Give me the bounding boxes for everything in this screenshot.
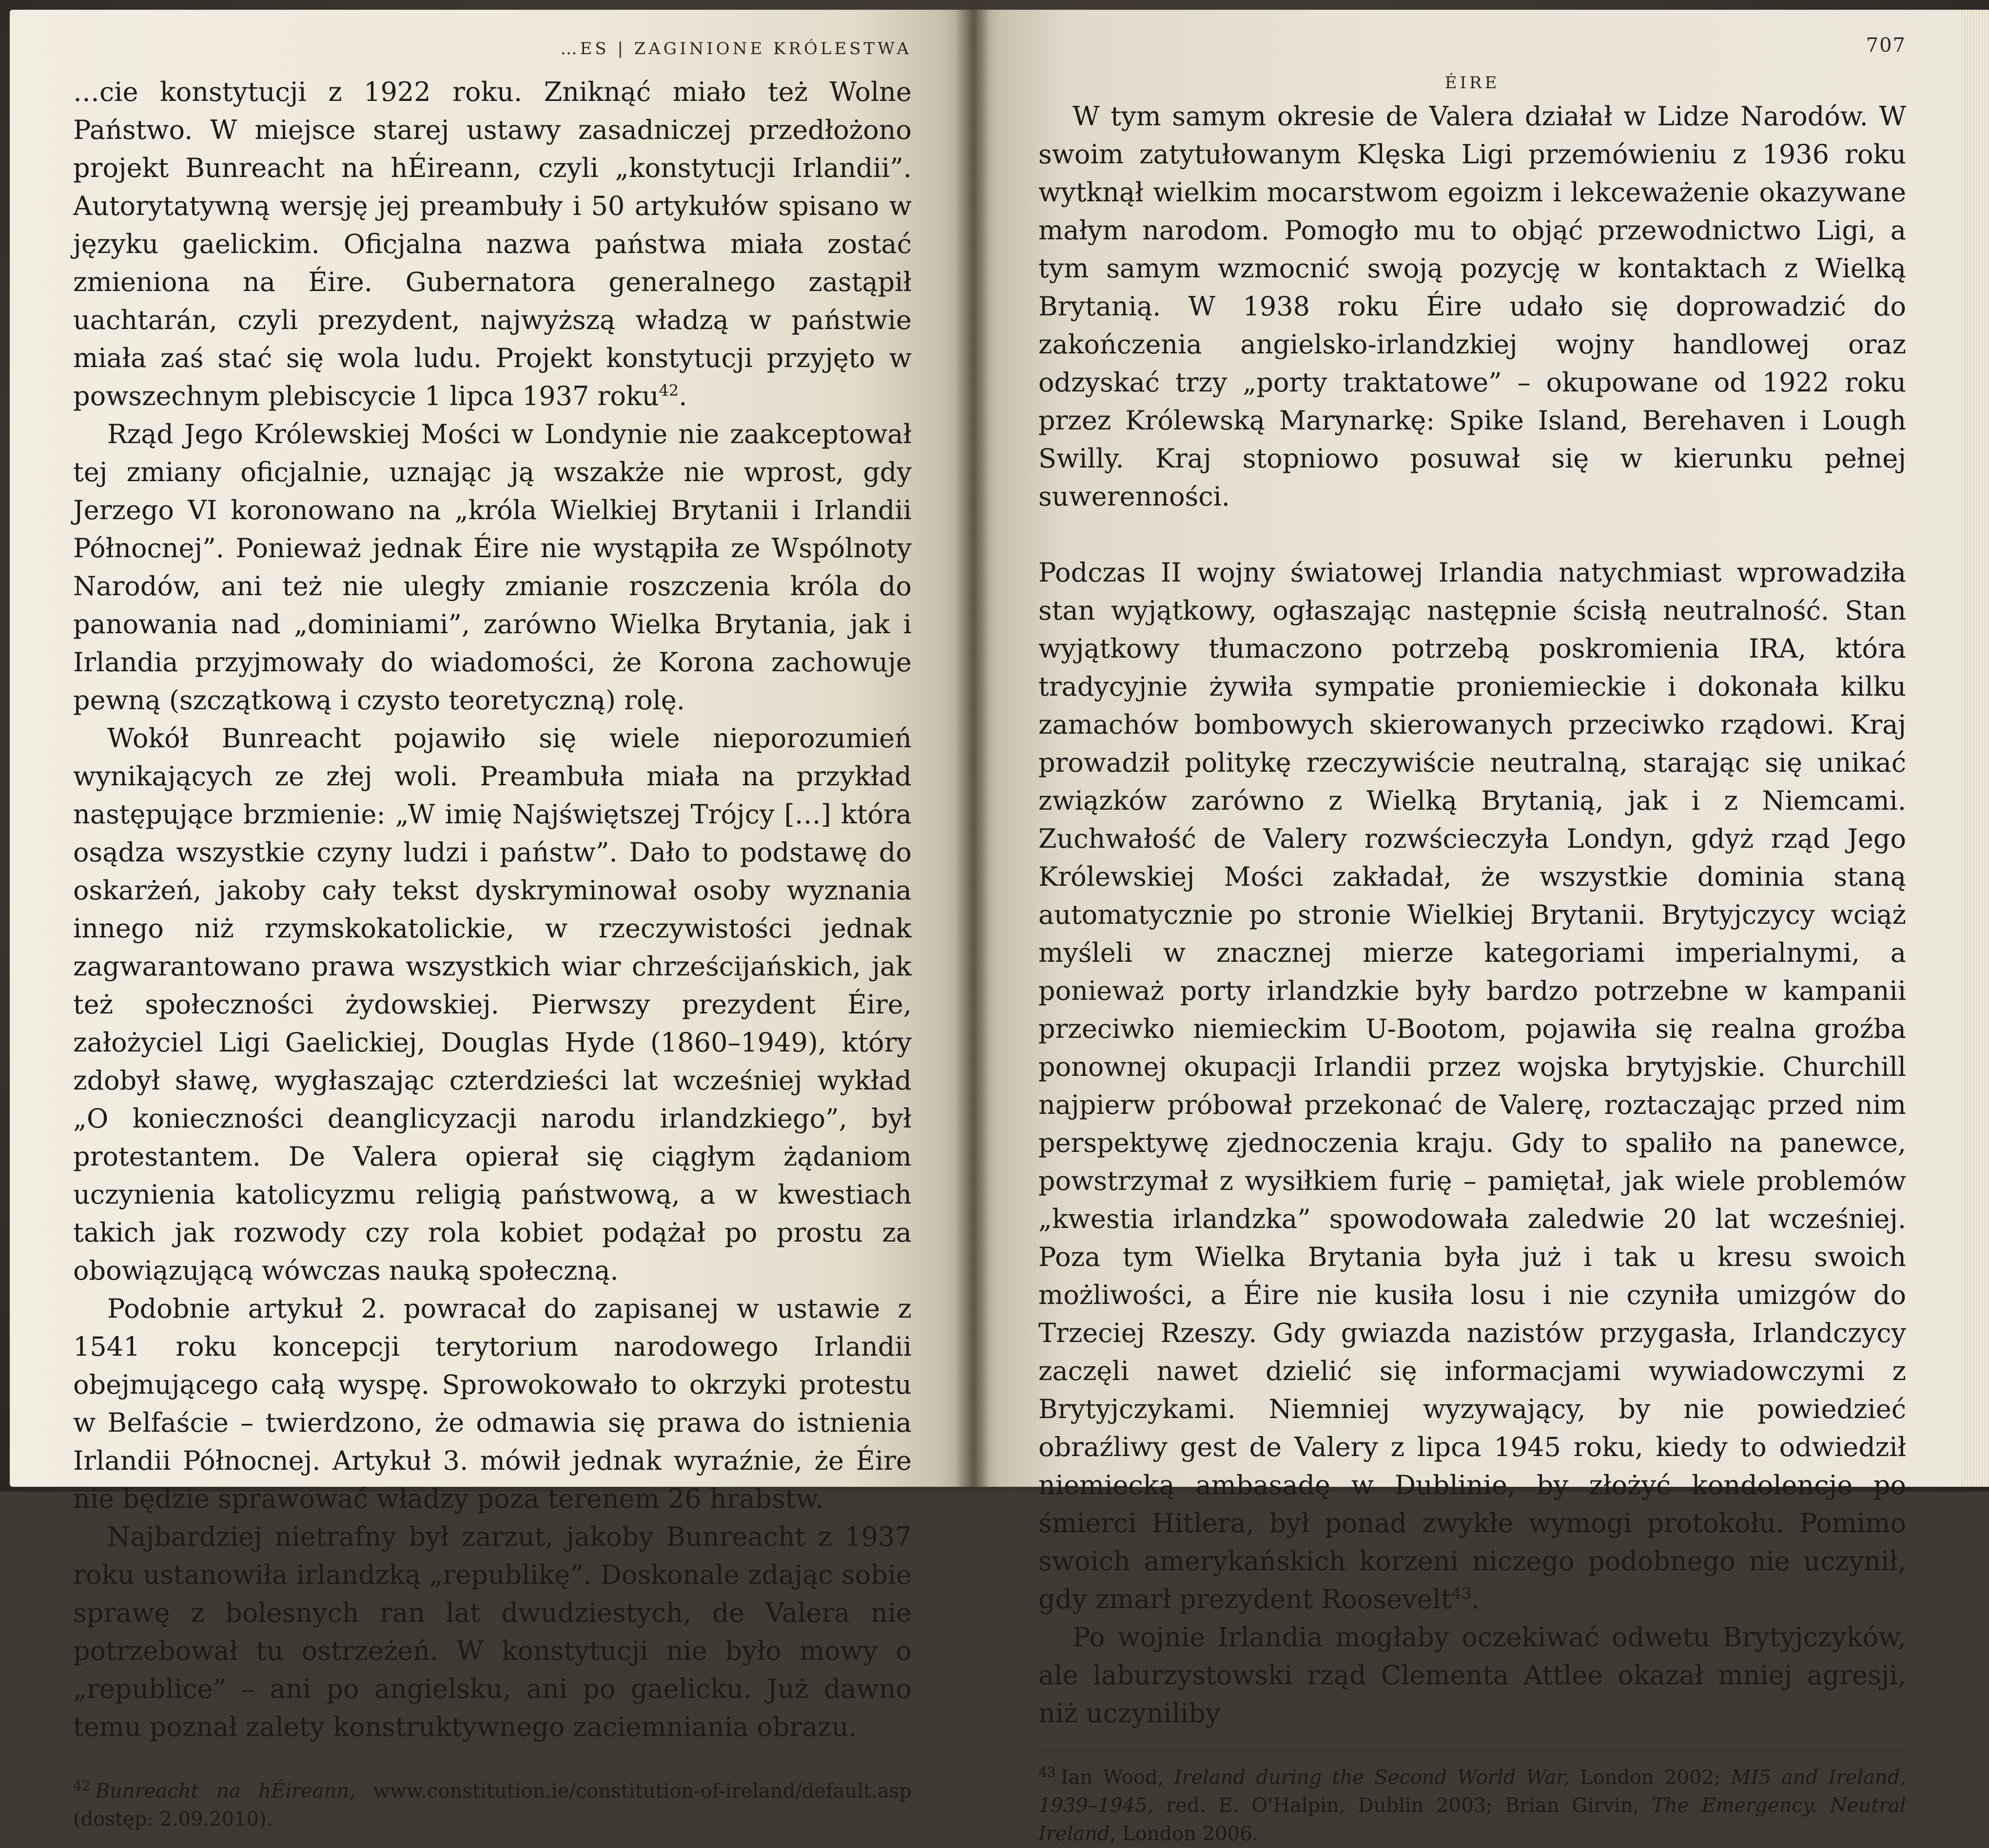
right-page (970, 10, 1965, 1846)
left-paragraph-3: Wokół Bunreacht pojawiło się wiele nieporozumień wynikających ze złej woli. Preambuła miała na przykład następujące brzmienie: „W imię Najświętszej Trójcy […] która osądza wszystkie czyny ludzi i państw”. Dało to podstawę do oskarżeń, jakoby cały tekst dyskryminował osoby wyznania innego niż rzymskokatolickie, w rzeczywistości jednak zagwarantowano prawa wszystkich wiar chrześcijańskich, jak też społeczności żydowskiej. Pierwszy prezydent Éire, założyciel Ligi Gaelickiej, Douglas Hyde (1860–1949), który zdobył sławę, wygłaszając czterdzieści lat wcześniej wykład „O konieczności deanglicyzacji narodu irlandzkiego”, był protestantem. De Valera opierał się ciągłym żądaniom uczynienia katolicyzmu religią państwową, a w kwestiach takich jak rozwody czy rola kobiet podążał po prostu za obowiązującą wówczas nauką społeczną. (73, 723, 912, 1286)
footnote-ref-43[interactable]: 43 (1451, 1584, 1472, 1603)
right-page-body (1038, 97, 1906, 1732)
right-running-head-title: ÉIRE (1444, 73, 1500, 93)
left-footnote-rule (73, 1764, 912, 1765)
right-running-head (1038, 34, 1906, 93)
left-paragraph-5: Najbardziej nietrafny był zarzut, jakoby Bunreacht z 1937 roku ustanowiła irlandzką „republikę”. Doskonale zdając sobie sprawę z bolesnych ran lat dwudziestych, de Valera nie potrzebował tu ostrzeżeń. W konstytucji nie było mowy o „republice” – ani po angielsku, ani po gaelicku. Już dawno temu poznał zalety konstruktywnego zaciemniania obrazu. (73, 1521, 912, 1742)
left-page (10, 10, 970, 1831)
footnote-42-title: Bunreacht na hÉireann, (95, 1780, 355, 1803)
right-paragraph-2: Podczas II wojny światowej Irlandia natychmiast wprowadziła stan wyjątkowy, ogłaszając następnie ścisłą neutralność. Stan wyjątkowy tłumaczono potrzebą poskromienia IRA, która tradycyjnie żywiła sympatie proniemieckie i dokonała kilku zamachów bombowych skierowanych przeciwko rządowi. Kraj prowadził politykę rzeczywiście neutralną, starając się unikać związków zarówno z Wielką Brytanią, jak i z Niemcami. Zuchwałość de Valery rozwścieczyła Londyn, gdyż rząd Jego Królewskiej Mości zakładał, że wszystkie dominia staną automatycznie po stronie Wielkiej Brytanii. Brytyjczycy wciąż myśleli w znacznej mierze kategoriami imperialnymi, a ponieważ porty irlandzkie były bardzo potrzebne w kampanii przeciwko niemieckim U-Bootom, pojawiła się realna groźba ponownej okupacji Irlandii przez wojska brytyjskie. Churchill najpierw próbował przekonać de Valerę, roztaczając przed nim perspektywę zjednoczenia kraju. Gdy to spaliło na panewce, powstrzymał z wysiłkiem furię – pamiętał, jak wiele problemów „kwestia irlandzka” spowodowała zaledwie 20 lat wcześniej. Poza tym Wielka Brytania była już i tak u kresu swoich możliwości, a Éire nie kusiła losu i nie czyniła umizgów do Trzeciej Rzeszy. Gdy gwiazda nazistów przygasła, Irlandczycy zaczęli nawet dzielić się informacjami wywiadowczymi z Brytyjczykami. Niemniej wyzywający, by nie powiedzieć obraźliwy gest de Valery z lipca 1945 roku, kiedy to odwiedził niemiecką ambasadę w Dublinie, by złożyć kondolencje po śmierci Hitlera, był ponad zwykłe wymogi protokołu. Pomimo swoich amerykańskich korzeni niczego podobnego nie uczynił, gdy zmarł prezydent Roosevelt$^{43}$. (1038, 557, 1906, 1615)
book-spine-shadow (956, 0, 990, 1492)
footnote-ref-42[interactable]: 42 (659, 381, 679, 400)
left-running-head-title: …ES | ZAGINIONE KRÓLESTWA (560, 39, 912, 58)
footnote-43: $^{43}$ Ian Wood, Ireland during the Second World War, London 2002; MI5 and Ireland, 1939–1945, red. E. O'Halpin, Dublin 2003; Brian Girvin, The Emergency. Neutral Ireland, London 2006. (1038, 1764, 1906, 1846)
right-paragraph-1: W tym samym okresie de Valera działał w Lidze Narodów. W swoim zatytułowanym Klęska Ligi przemówieniu z 1936 roku wytknął wielkim mocarstwom egoizm i lekceważenie okazywane małym narodom. Pomogło mu to objąć przewodnictwo Ligi, a tym samym wzmocnić swoją pozycję w kontaktach z Wielką Brytanią. W 1938 roku Éire udało się doprowadzić do zakończenia angielsko-irlandzkiej wojny handlowej oraz odzyskać trzy „porty traktatowe” – okupowane od 1922 roku przez Królewską Marynarkę: Spike Island, Berehaven i Lough Swilly. Kraj stopniowo posuwał się w kierunku pełnej suwerenności. (1038, 101, 1906, 512)
left-page-body (73, 73, 912, 1746)
page-stack-edge (1960, 10, 1989, 1487)
right-footnote-rule (1038, 1750, 1906, 1751)
footnote-42-text: www.constitution.ie/constitution-of-ireland/default.asp (dostęp: 2.09.2010). (73, 1780, 912, 1831)
page-number: 707 (1866, 34, 1906, 57)
right-paragraph-3: Po wojnie Irlandia mogłaby oczekiwać odwetu Brytyjczyków, ale laburzystowski rząd Clementa Attlee okazał mniej agresji, niż uczyniliby (1038, 1622, 1906, 1729)
left-paragraph-1: …cie konstytucji z 1922 roku. Zniknąć miało też Wolne Państwo. W miejsce starej ustawy zasadniczej przedłożono projekt Bunreacht na hÉireann, czyli „konstytucji Irlandii”. Autorytatywną wersję jej preambuły i 50 artykułów spisano w języku gaelickim. Oficjalna nazwa państwa miała zostać zmieniona na Éire. Gubernatora generalnego zastąpił uachtarán, czyli prezydent, najwyższą władzą w państwie miała zaś stać się wola ludu. Projekt konstytucji przyjęto w powszechnym plebiscycie 1 lipca 1937 roku$^{42}$. (73, 77, 912, 411)
left-paragraph-2: Rząd Jego Królewskiej Mości w Londynie nie zaakceptował tej zmiany oficjalnie, uznając ją wszakże nie wprost, gdy Jerzego VI koronowano na „króla Wielkiej Brytanii i Irlandii Północnej”. Ponieważ jednak Éire nie wystąpiła ze Wspólnoty Narodów, ani też nie uległy zmianie roszczenia króla do panowania nad „dominiami”, zarówno Wielka Brytania, jak i Irlandia przyjmowały do wiadomości, że Korona zachowuje pewną (szczątkową i czysto teoretyczną) rolę. (73, 419, 912, 716)
footnote-43-number: 43 (1038, 1764, 1056, 1780)
left-running-head (73, 39, 912, 68)
footnote-42 (73, 1772, 912, 1833)
footnote-42-number: 42 (73, 1778, 91, 1794)
left-paragraph-4: Podobnie artykuł 2. powracał do zapisanej w ustawie z 1541 roku koncepcji terytorium narodowego Irlandii obejmującego całą wyspę. Sprowokowało to okrzyki protestu w Belfaście – twierdzono, że odmawia się prawa do istnienia Irlandii Północnej. Artykuł 3. mówił jednak wyraźnie, że Éire nie będzie sprawować władzy poza terenem 26 hrabstw. (73, 1293, 912, 1514)
